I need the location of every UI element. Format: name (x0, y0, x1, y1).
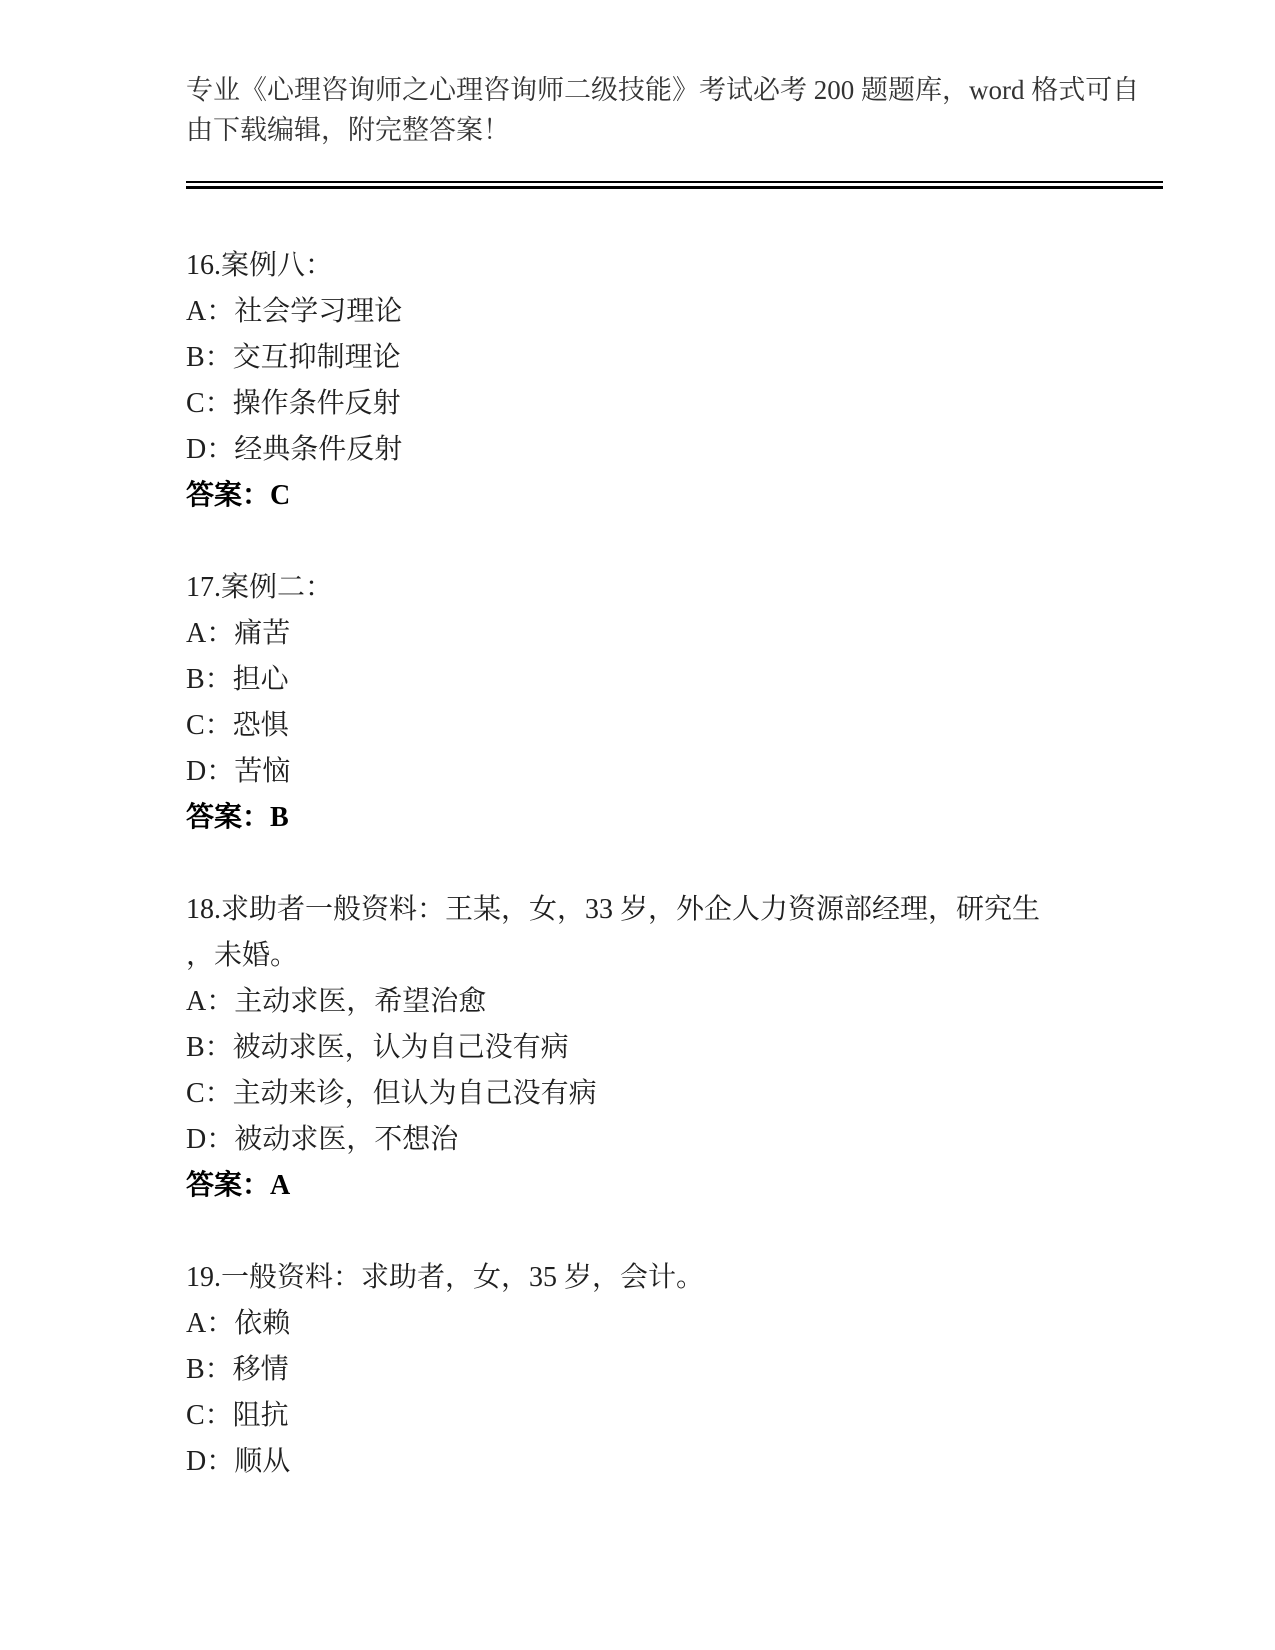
option-line: C：阻抗 (186, 1400, 289, 1431)
option-line: D：顺从 (186, 1446, 291, 1477)
question-text: ，未婚。 (186, 940, 299, 971)
option-line: D：被动求医，不想治 (186, 1124, 459, 1155)
question-text: 17.案例二： (186, 572, 334, 603)
answer-line: 答案：B (186, 802, 289, 833)
option-line: C：操作条件反射 (186, 388, 401, 419)
question-text: 16.案例八： (186, 250, 334, 281)
option-line: B：移情 (186, 1354, 289, 1385)
answer-line: 答案：C (186, 480, 291, 511)
option-line: C：恐惧 (186, 710, 289, 741)
option-line: A：依赖 (186, 1308, 291, 1339)
header-line-2: 由下载编辑，附完整答案！ (186, 115, 510, 145)
question-block (186, 243, 1163, 519)
question-text: 19.一般资料：求助者，女，35 岁，会计。 (186, 1262, 705, 1293)
option-line: B：被动求医，认为自己没有病 (186, 1032, 569, 1063)
section-divider (186, 181, 1163, 189)
option-line: B：担心 (186, 664, 289, 695)
question-block (186, 887, 1163, 1209)
question-text: 18.求助者一般资料：王某，女，33 岁，外企人力资源部经理，研究生 (186, 894, 1041, 925)
question-block (186, 565, 1163, 841)
document-content (186, 70, 1163, 1485)
question-list (186, 243, 1163, 1485)
option-line: A：主动求医，希望治愈 (186, 986, 487, 1017)
document-header (186, 70, 1163, 150)
option-line: D：经典条件反射 (186, 434, 403, 465)
answer-line: 答案：A (186, 1170, 291, 1201)
question-block (186, 1255, 1163, 1485)
option-line: A：社会学习理论 (186, 296, 403, 327)
option-line: A：痛苦 (186, 618, 291, 649)
option-line: B：交互抑制理论 (186, 342, 401, 373)
option-line: C：主动来诊，但认为自己没有病 (186, 1078, 597, 1109)
option-line: D：苦恼 (186, 756, 291, 787)
header-line-1: 专业《心理咨询师之心理咨询师二级技能》考试必考 200 题题库，word 格式可自 (186, 75, 1140, 105)
